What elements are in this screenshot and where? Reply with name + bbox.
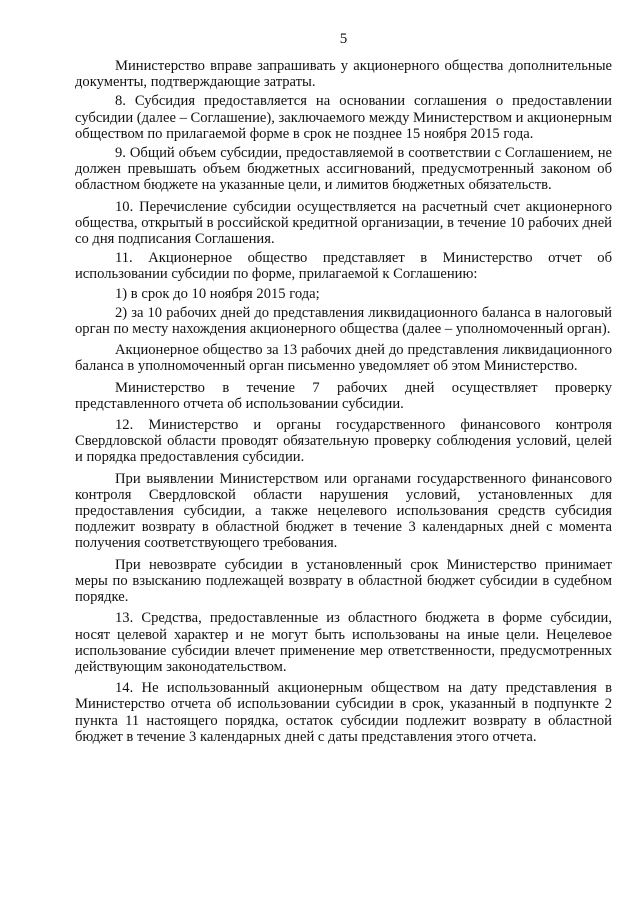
document-page (75, 30, 612, 745)
paragraph-11-item-2: 2) за 10 рабочих дней до представления ликвидационного баланса в налоговый орган по месту нахождения акционерного общества (далее – уполномоченный орган). (75, 304, 612, 338)
paragraph-court-recovery: При невозврате субсидии в установленный срок Министерство принимает меры по взысканию подлежащей возврату в областной бюджет субсидии в судебном порядке. (75, 556, 612, 606)
paragraph-11-report: 11. Акционерное общество представляет в Министерство отчет об использовании субсидии по форме, прилагаемой к Соглашению: (75, 250, 612, 283)
paragraph-violation-return: При выявлении Министерством или органами государственного финансового контроля Свердловской области нарушения условий, установленных для предоставления субсидии, а также нецелевого использования средств субсидия подлежит возврату в областной бюджет в течение 3 календарных дней с момента получения соответствующего требования. (75, 470, 612, 552)
paragraph-9-subsidy-volume: 9. Общий объем субсидии, предоставляемой в соответствии с Соглашением, не должен превышать объем бюджетных ассигнований, предусмотренный законом об областном бюджете на указанные цели, и лимитов бюджетных обязательств. (75, 145, 612, 194)
paragraph-8-agreement: 8. Субсидия предоставляется на основании соглашения о предоставлении субсидии (далее – Соглашение), заключаемого между Министерством и акционерным обществом по прилагаемой форме в срок не позднее 15 ноября 2015 года. (75, 93, 613, 142)
paragraph-ministry-check: Министерство в течение 7 рабочих дней осуществляет проверку представленного отчета об использовании субсидии. (75, 379, 612, 412)
paragraph-documents-request: Министерство вправе запрашивать у акционерного общества дополнительные документы, подтверждающие затраты. (75, 58, 612, 91)
paragraph-14-unused-balance: 14. Не использованный акционерным обществом на дату представления в Министерство отчета об использовании субсидии в срок, указанный в подпункте 2 пункта 11 настоящего порядка, остаток субсидии подлежит возврату в областной бюджет в течение 3 календарных дней с даты представления этого отчета. (75, 680, 612, 745)
paragraph-notification: Акционерное общество за 13 рабочих дней до представления ликвидационного баланса в уполномоченный орган письменно уведомляет об этом Министерство. (75, 342, 612, 375)
paragraph-12-control: 12. Министерство и органы государственного финансового контроля Свердловской области проводят обязательную проверку соблюдения условий, целей и порядка предоставления субсидии. (75, 417, 612, 466)
page-number: 5 (339, 31, 348, 47)
paragraph-11-item-1: 1) в срок до 10 ноября 2015 года; (115, 285, 320, 302)
paragraph-13-purpose: 13. Средства, предоставленные из областного бюджета в форме субсидии, носят целевой характер и не могут быть использованы на иные цели. Нецелевое использование субсидии влечет применение мер ответственности, предусмотренных действующим законодательством. (75, 610, 612, 675)
paragraph-10-transfer: 10. Перечисление субсидии осуществляется на расчетный счет акционерного общества, открытый в российской кредитной организации, в течение 10 рабочих дней со дня подписания Соглашения. (75, 198, 612, 248)
